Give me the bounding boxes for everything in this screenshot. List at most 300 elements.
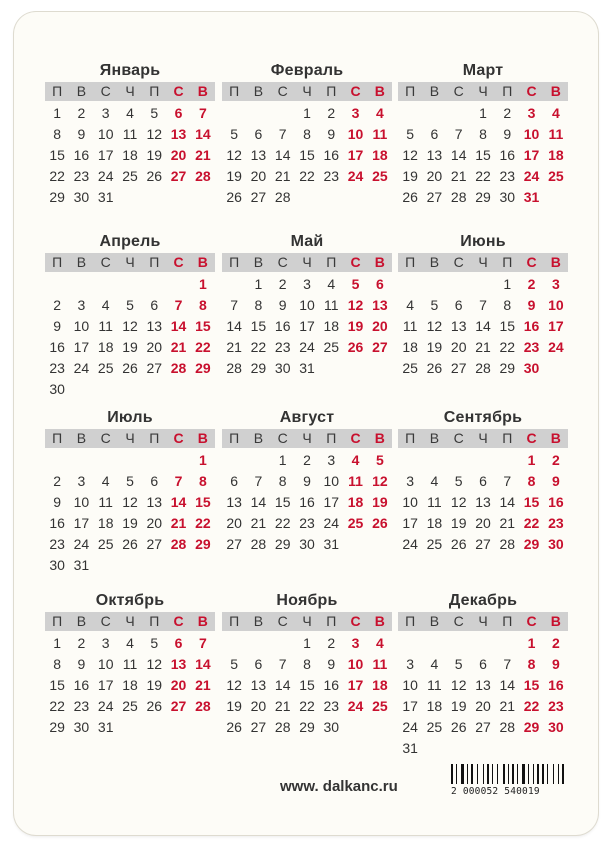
- day-cell: 6: [150, 473, 159, 489]
- day-cell: 3: [406, 656, 415, 672]
- day-cell: 1: [53, 105, 62, 121]
- day-cell: 25: [347, 515, 364, 531]
- day-cell: 26: [450, 719, 467, 735]
- day-cell: 24: [402, 536, 418, 552]
- day-cell: 10: [73, 494, 90, 510]
- website-url: www. dalkanc.ru: [280, 778, 398, 795]
- day-cell: 14: [250, 494, 267, 510]
- weekday-label: В: [374, 254, 385, 270]
- day-cell: 31: [299, 360, 315, 376]
- day-cell: 1: [527, 452, 536, 468]
- day-cell: 28: [170, 536, 187, 552]
- day-cell: 20: [475, 515, 491, 531]
- day-cell: 10: [97, 126, 114, 142]
- month-name: Июль: [107, 409, 153, 426]
- weekday-label: С: [526, 254, 537, 270]
- day-cell: 4: [351, 452, 360, 468]
- weekday-label: В: [76, 430, 87, 446]
- day-cell: 17: [548, 318, 564, 334]
- month-block: [45, 232, 215, 400]
- day-cell: 27: [475, 536, 491, 552]
- day-cell: 14: [499, 494, 516, 510]
- day-cell: 9: [551, 656, 560, 672]
- weekday-label: С: [173, 83, 184, 99]
- day-cell: 7: [278, 126, 287, 142]
- day-cell: 3: [101, 635, 110, 651]
- weekday-label: В: [429, 254, 440, 270]
- day-cell: 25: [372, 698, 388, 714]
- day-cell: 5: [454, 473, 463, 489]
- day-cell: 29: [195, 536, 211, 552]
- day-cell: 17: [402, 515, 418, 531]
- month-block: [222, 232, 392, 379]
- day-cell: 27: [250, 189, 267, 205]
- month-name: Февраль: [270, 62, 344, 79]
- day-cell: 30: [49, 557, 65, 573]
- day-cell: 4: [430, 473, 439, 489]
- day-cell: 26: [450, 536, 467, 552]
- day-cell: 25: [426, 536, 443, 552]
- day-cell: 11: [427, 677, 442, 693]
- day-grid: [398, 450, 568, 555]
- day-cell: 6: [254, 656, 263, 672]
- empty-cell: [271, 103, 295, 124]
- day-cell: 9: [303, 473, 311, 489]
- day-grid: [222, 274, 392, 379]
- weekday-label: П: [405, 254, 416, 270]
- day-cell: 5: [406, 126, 415, 142]
- day-cell: 15: [523, 494, 540, 510]
- day-cell: 21: [170, 515, 187, 531]
- empty-cell: [422, 633, 446, 654]
- weekday-label: В: [76, 83, 87, 99]
- weekday-label: В: [550, 613, 561, 629]
- day-cell: 18: [372, 677, 388, 693]
- day-cell: 3: [551, 276, 560, 292]
- day-cell: 8: [198, 473, 207, 489]
- day-cell: 28: [499, 536, 516, 552]
- day-cell: 19: [450, 698, 467, 714]
- day-cell: 18: [97, 515, 114, 531]
- weekday-label: П: [405, 83, 416, 99]
- day-grid: [45, 633, 215, 738]
- day-cell: 14: [170, 318, 187, 334]
- day-cell: 26: [372, 515, 388, 531]
- barcode-bar: [487, 764, 489, 784]
- barcode-bar: [508, 764, 509, 784]
- day-cell: 26: [122, 536, 138, 552]
- weekday-label: С: [526, 430, 537, 446]
- weekday-label: С: [277, 613, 288, 629]
- barcode-bar: [519, 764, 521, 784]
- barcode-bar: [492, 764, 493, 784]
- empty-cell: [447, 274, 471, 295]
- day-cell: 2: [77, 105, 86, 121]
- month-name: Март: [462, 62, 504, 79]
- day-cell: 12: [146, 656, 163, 672]
- day-cell: 30: [73, 719, 90, 735]
- barcode-bar: [497, 764, 498, 784]
- day-cell: 28: [195, 168, 211, 184]
- day-cell: 3: [527, 105, 536, 121]
- day-grid: [45, 450, 215, 576]
- day-cell: 27: [170, 168, 187, 184]
- day-cell: 1: [278, 452, 287, 468]
- empty-cell: [222, 274, 246, 295]
- day-cell: 19: [450, 515, 467, 531]
- day-cell: 25: [372, 168, 388, 184]
- barcode-bar: [555, 764, 557, 784]
- day-cell: 6: [430, 126, 439, 142]
- empty-cell: [422, 103, 446, 124]
- day-cell: 31: [97, 189, 114, 205]
- day-cell: 15: [49, 147, 65, 163]
- day-cell: 10: [323, 473, 340, 489]
- day-cell: 18: [97, 339, 114, 355]
- day-cell: 1: [198, 276, 207, 292]
- day-cell: 27: [475, 719, 491, 735]
- weekday-label: С: [350, 430, 361, 446]
- empty-cell: [222, 633, 246, 654]
- day-cell: 29: [475, 189, 491, 205]
- weekday-label: Ч: [478, 430, 488, 446]
- day-cell: 24: [402, 719, 418, 735]
- day-cell: 2: [53, 297, 62, 313]
- day-cell: 18: [402, 339, 418, 355]
- empty-cell: [246, 633, 270, 654]
- day-cell: 31: [402, 740, 418, 756]
- weekday-header: [398, 429, 568, 448]
- day-cell: 20: [226, 515, 242, 531]
- day-cell: 2: [53, 473, 62, 489]
- month-name: Май: [290, 233, 324, 250]
- day-cell: 2: [551, 635, 560, 651]
- month-block: [398, 232, 568, 379]
- day-cell: 20: [372, 318, 388, 334]
- empty-cell: [45, 274, 69, 295]
- day-cell: 25: [402, 360, 418, 376]
- day-cell: 9: [77, 126, 86, 142]
- day-cell: 24: [347, 168, 364, 184]
- barcode-bar: [547, 764, 548, 784]
- day-cell: 13: [372, 297, 388, 313]
- weekday-header: [45, 429, 215, 448]
- day-cell: 8: [198, 297, 207, 313]
- day-cell: 18: [122, 677, 138, 693]
- day-cell: 9: [327, 126, 336, 142]
- day-cell: 26: [347, 339, 364, 355]
- day-cell: 19: [146, 677, 163, 693]
- day-cell: 21: [226, 339, 242, 355]
- day-cell: 28: [475, 360, 491, 376]
- day-cell: 11: [348, 473, 363, 489]
- weekday-label: П: [149, 83, 160, 99]
- day-cell: 15: [499, 318, 516, 334]
- weekday-label: Ч: [302, 83, 312, 99]
- weekday-label: В: [429, 430, 440, 446]
- day-cell: 8: [503, 297, 512, 313]
- weekday-header: [398, 612, 568, 631]
- weekday-label: С: [173, 613, 184, 629]
- day-cell: 16: [548, 677, 564, 693]
- day-cell: 5: [454, 656, 463, 672]
- barcode-bar: [515, 764, 516, 784]
- day-cell: 28: [274, 189, 291, 205]
- barcode-bar: [537, 764, 539, 784]
- day-cell: 27: [146, 360, 163, 376]
- barcode-bar: [467, 764, 468, 784]
- day-cell: 7: [174, 473, 183, 489]
- empty-cell: [447, 103, 471, 124]
- day-cell: 16: [323, 677, 340, 693]
- day-cell: 22: [49, 168, 65, 184]
- day-cell: 23: [73, 168, 90, 184]
- day-cell: 28: [450, 189, 467, 205]
- weekday-header: [45, 82, 215, 101]
- day-cell: 2: [327, 105, 336, 121]
- day-cell: 11: [324, 297, 339, 313]
- day-grid: [222, 450, 392, 555]
- day-cell: 6: [375, 276, 384, 292]
- day-cell: 23: [323, 168, 340, 184]
- empty-cell: [118, 274, 142, 295]
- day-cell: 9: [527, 297, 536, 313]
- day-cell: 24: [97, 698, 114, 714]
- month-block: [222, 61, 392, 208]
- weekday-label: В: [197, 254, 208, 270]
- month-block: [398, 61, 568, 208]
- barcode: [451, 764, 577, 798]
- weekday-label: П: [149, 430, 160, 446]
- weekday-label: В: [253, 254, 264, 270]
- day-cell: 11: [122, 126, 138, 142]
- month-block: [45, 408, 215, 576]
- weekday-header: [398, 82, 568, 101]
- day-cell: 8: [527, 656, 536, 672]
- weekday-label: В: [374, 613, 385, 629]
- day-cell: 5: [230, 656, 239, 672]
- day-cell: 5: [126, 473, 134, 489]
- day-cell: 27: [146, 536, 163, 552]
- weekday-label: С: [453, 613, 464, 629]
- day-cell: 4: [101, 297, 110, 313]
- day-cell: 27: [170, 698, 187, 714]
- day-cell: 18: [122, 147, 138, 163]
- weekday-label: П: [502, 613, 513, 629]
- weekday-header: [222, 429, 392, 448]
- day-cell: 6: [230, 473, 239, 489]
- day-cell: 27: [250, 719, 267, 735]
- day-cell: 20: [146, 515, 163, 531]
- day-cell: 24: [97, 168, 114, 184]
- empty-cell: [398, 103, 422, 124]
- empty-cell: [94, 450, 118, 471]
- day-cell: 4: [430, 656, 439, 672]
- weekday-label: В: [253, 613, 264, 629]
- day-cell: 18: [426, 515, 443, 531]
- day-cell: 7: [254, 473, 263, 489]
- day-cell: 20: [146, 339, 163, 355]
- day-cell: 30: [499, 189, 516, 205]
- day-cell: 13: [426, 147, 443, 163]
- day-cell: 9: [327, 656, 336, 672]
- weekday-label: П: [326, 83, 337, 99]
- day-grid: [222, 633, 392, 738]
- day-cell: 8: [53, 126, 62, 142]
- day-cell: 16: [73, 147, 90, 163]
- day-cell: 6: [454, 297, 463, 313]
- weekday-label: П: [229, 254, 240, 270]
- weekday-label: С: [100, 430, 111, 446]
- empty-cell: [69, 274, 93, 295]
- day-cell: 24: [73, 536, 90, 552]
- day-cell: 4: [375, 105, 384, 121]
- day-cell: 14: [195, 656, 211, 672]
- weekday-label: Ч: [125, 254, 135, 270]
- day-cell: 5: [230, 126, 239, 142]
- day-cell: 19: [146, 147, 163, 163]
- weekday-label: П: [405, 430, 416, 446]
- day-grid: [45, 274, 215, 400]
- weekday-label: В: [76, 254, 87, 270]
- day-cell: 5: [351, 276, 360, 292]
- day-cell: 2: [278, 276, 287, 292]
- weekday-label: С: [350, 254, 361, 270]
- day-cell: 28: [250, 536, 267, 552]
- day-cell: 20: [170, 677, 187, 693]
- empty-cell: [45, 450, 69, 471]
- day-cell: 30: [49, 381, 65, 397]
- day-cell: 20: [450, 339, 467, 355]
- day-cell: 22: [195, 339, 211, 355]
- barcode-bar: [565, 764, 567, 784]
- day-cell: 22: [250, 339, 267, 355]
- day-cell: 30: [323, 719, 340, 735]
- day-cell: 25: [548, 168, 564, 184]
- day-cell: 6: [479, 473, 487, 489]
- empty-cell: [495, 633, 519, 654]
- day-cell: 19: [122, 515, 138, 531]
- month-name: Август: [279, 409, 335, 426]
- weekday-label: С: [100, 613, 111, 629]
- day-cell: 12: [347, 297, 364, 313]
- day-cell: 21: [195, 147, 211, 163]
- weekday-label: В: [197, 613, 208, 629]
- day-cell: 10: [347, 656, 364, 672]
- weekday-label: Ч: [302, 613, 312, 629]
- day-cell: 25: [97, 536, 114, 552]
- day-cell: 23: [499, 168, 516, 184]
- empty-cell: [398, 274, 422, 295]
- day-cell: 19: [347, 318, 364, 334]
- day-cell: 2: [503, 105, 512, 121]
- day-cell: 8: [479, 126, 487, 142]
- day-cell: 19: [402, 168, 418, 184]
- empty-cell: [471, 450, 495, 471]
- weekday-label: С: [350, 83, 361, 99]
- barcode-bar: [558, 764, 559, 784]
- day-cell: 3: [351, 635, 360, 651]
- day-cell: 25: [323, 339, 340, 355]
- day-cell: 24: [347, 698, 364, 714]
- day-cell: 25: [122, 168, 138, 184]
- weekday-header: [398, 253, 568, 272]
- day-cell: 16: [523, 318, 540, 334]
- day-cell: 16: [49, 339, 65, 355]
- day-cell: 14: [170, 494, 187, 510]
- day-cell: 28: [274, 719, 291, 735]
- empty-cell: [447, 450, 471, 471]
- day-cell: 12: [122, 318, 138, 334]
- day-cell: 7: [479, 297, 487, 313]
- weekday-label: С: [526, 83, 537, 99]
- day-cell: 5: [430, 297, 439, 313]
- day-cell: 9: [503, 126, 512, 142]
- day-cell: 29: [250, 360, 267, 376]
- day-cell: 27: [426, 189, 443, 205]
- weekday-label: П: [229, 430, 240, 446]
- weekday-label: В: [374, 430, 385, 446]
- day-cell: 18: [347, 494, 364, 510]
- day-cell: 8: [303, 126, 311, 142]
- day-cell: 13: [146, 318, 163, 334]
- weekday-label: Ч: [478, 613, 488, 629]
- day-cell: 6: [254, 126, 263, 142]
- weekday-label: В: [550, 254, 561, 270]
- day-cell: 13: [250, 677, 267, 693]
- weekday-label: В: [550, 83, 561, 99]
- weekday-label: С: [453, 254, 464, 270]
- day-cell: 22: [299, 168, 315, 184]
- barcode-bar: [479, 764, 482, 784]
- day-cell: 24: [548, 339, 564, 355]
- day-cell: 7: [230, 297, 239, 313]
- day-cell: 3: [77, 473, 86, 489]
- empty-cell: [398, 633, 422, 654]
- day-cell: 8: [53, 656, 62, 672]
- day-cell: 17: [73, 515, 90, 531]
- barcode-bar: [499, 764, 502, 784]
- weekday-header: [222, 82, 392, 101]
- day-cell: 28: [195, 698, 211, 714]
- day-cell: 23: [523, 339, 540, 355]
- day-cell: 16: [323, 147, 340, 163]
- day-cell: 20: [250, 698, 267, 714]
- weekday-label: С: [526, 613, 537, 629]
- barcode-bar: [477, 764, 478, 784]
- day-cell: 26: [226, 719, 242, 735]
- day-cell: 10: [97, 656, 114, 672]
- empty-cell: [422, 274, 446, 295]
- day-cell: 12: [226, 677, 242, 693]
- empty-cell: [246, 103, 270, 124]
- day-cell: 19: [372, 494, 388, 510]
- day-cell: 1: [503, 276, 512, 292]
- day-cell: 22: [299, 698, 315, 714]
- day-cell: 12: [450, 494, 467, 510]
- day-cell: 11: [548, 126, 564, 142]
- barcode-bar: [562, 764, 564, 784]
- weekday-label: Ч: [302, 430, 312, 446]
- day-cell: 21: [475, 339, 491, 355]
- barcode-bar: [454, 764, 455, 784]
- day-cell: 12: [426, 318, 443, 334]
- weekday-header: [222, 612, 392, 631]
- empty-cell: [166, 274, 190, 295]
- day-cell: 10: [402, 677, 418, 693]
- day-cell: 31: [523, 189, 540, 205]
- weekday-label: С: [453, 83, 464, 99]
